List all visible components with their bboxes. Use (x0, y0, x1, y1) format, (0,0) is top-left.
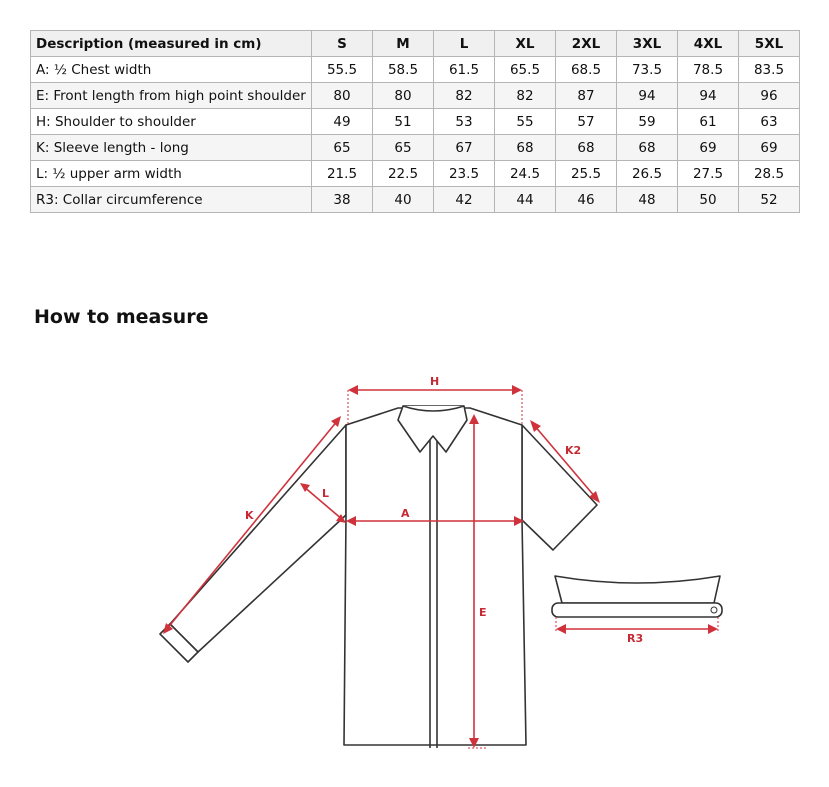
table-cell: 61 (678, 109, 739, 135)
table-cell: 68 (617, 135, 678, 161)
table-cell: 26.5 (617, 161, 678, 187)
table-cell: 42 (434, 187, 495, 213)
table-cell: 44 (495, 187, 556, 213)
label-k: K (245, 509, 254, 522)
table-cell: 46 (556, 187, 617, 213)
table-cell: 25.5 (556, 161, 617, 187)
table-cell: A: ½ Chest width (31, 57, 312, 83)
table-cell: 24.5 (495, 161, 556, 187)
label-r3: R3 (627, 632, 644, 645)
table-cell: 55.5 (312, 57, 373, 83)
table-cell: 59 (617, 109, 678, 135)
table-cell: 80 (373, 83, 434, 109)
table-cell: 27.5 (678, 161, 739, 187)
table-cell: 28.5 (739, 161, 800, 187)
header-cell: XL (495, 31, 556, 57)
table-cell: 49 (312, 109, 373, 135)
table-cell: 63 (739, 109, 800, 135)
table-cell: 87 (556, 83, 617, 109)
header-cell: 5XL (739, 31, 800, 57)
table-cell: 73.5 (617, 57, 678, 83)
header-cell: S (312, 31, 373, 57)
section-title: How to measure (34, 306, 209, 328)
table-cell: 52 (739, 187, 800, 213)
table-cell: 68.5 (556, 57, 617, 83)
table-cell: 55 (495, 109, 556, 135)
table-cell: 69 (678, 135, 739, 161)
label-h: H (430, 375, 440, 388)
table-cell: 21.5 (312, 161, 373, 187)
table-cell: 22.5 (373, 161, 434, 187)
table-cell: R3: Collar circumference (31, 187, 312, 213)
table-cell: 50 (678, 187, 739, 213)
header-cell: L (434, 31, 495, 57)
table-cell: E: Front length from high point shoulder (31, 83, 312, 109)
table-cell: 65.5 (495, 57, 556, 83)
table-cell: H: Shoulder to shoulder (31, 109, 312, 135)
table-cell: 48 (617, 187, 678, 213)
table-cell: 82 (495, 83, 556, 109)
table-cell: 57 (556, 109, 617, 135)
table-cell: 23.5 (434, 161, 495, 187)
table-cell: 83.5 (739, 57, 800, 83)
table-cell: 96 (739, 83, 800, 109)
table-cell: K: Sleeve length - long (31, 135, 312, 161)
table-cell: 68 (556, 135, 617, 161)
table-cell: 94 (678, 83, 739, 109)
table-cell: 61.5 (434, 57, 495, 83)
header-cell: M (373, 31, 434, 57)
label-l: L (322, 487, 330, 500)
table-cell: 65 (312, 135, 373, 161)
table-cell: 51 (373, 109, 434, 135)
table-cell: 58.5 (373, 57, 434, 83)
measurement-r3 (556, 617, 718, 645)
label-e: E (479, 606, 487, 619)
table-cell: 80 (312, 83, 373, 109)
table-cell: 67 (434, 135, 495, 161)
table-cell: 82 (434, 83, 495, 109)
header-cell: Description (measured in cm) (31, 31, 312, 57)
shirt-illustration (160, 406, 597, 748)
table-cell: 69 (739, 135, 800, 161)
table-cell: 38 (312, 187, 373, 213)
label-a: A (401, 507, 410, 520)
header-cell: 3XL (617, 31, 678, 57)
table-cell: 40 (373, 187, 434, 213)
table-cell: 94 (617, 83, 678, 109)
table-cell: 68 (495, 135, 556, 161)
table-cell: 65 (373, 135, 434, 161)
header-cell: 2XL (556, 31, 617, 57)
table-cell: 78.5 (678, 57, 739, 83)
table-cell: 53 (434, 109, 495, 135)
label-k2: K2 (565, 444, 582, 457)
table-cell: L: ½ upper arm width (31, 161, 312, 187)
header-cell: 4XL (678, 31, 739, 57)
collar-illustration (552, 576, 722, 617)
